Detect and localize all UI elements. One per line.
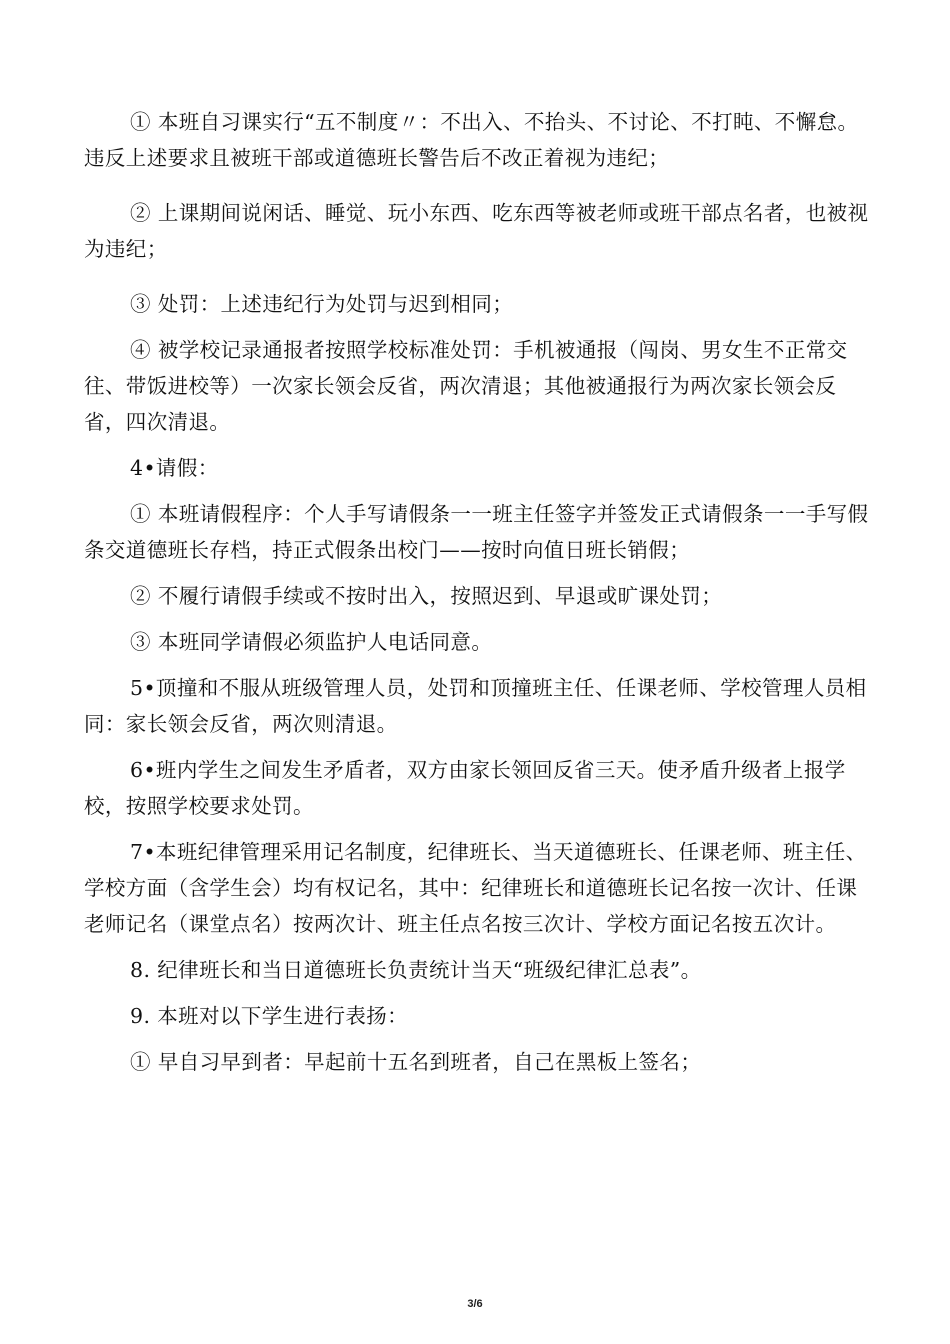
paragraph-rule-6: 6•班内学生之间发生矛盾者，双方由家长领回反省三天。使矛盾升级者上报学校，按照学校要求处罚。	[84, 758, 846, 818]
paragraph-rule-7: 7•本班纪律管理采用记名制度，纪律班长、当天道德班长、任课老师、班主任、学校方面（含学生会）均有权记名，其中：纪律班长和道德班长记名按一次计、任课老师记名（课堂点名）按两次计、班主任点名按三次计、学校方面记名按五次计。	[84, 840, 867, 936]
paragraph-leave-violation: ② 不履行请假手续或不按时出入，按照迟到、早退或旷课处罚；	[130, 584, 723, 608]
paragraph-punishment: ③ 处罚：上述违纪行为处罚与迟到相同；	[130, 292, 514, 316]
document-body	[84, 104, 870, 1080]
paragraph-self-study-rules: ① 本班自习课实行“五不制度〃：不出入、不抬头、不讨论、不打盹、不懈怠。违反上述要求且被班干部或道德班长警告后不改正着视为违纪；	[84, 110, 859, 170]
paragraph-class-talking: ② 上课期间说闲话、睡觉、玩小东西、吃东西等被老师或班干部点名者，也被视为违纪；	[84, 201, 869, 261]
section-heading-leave: 4•请假：	[130, 456, 219, 480]
paragraph-rule-8: 8. 纪律班长和当日道德班长负责统计当天“班级纪律汇总表”。	[130, 958, 702, 982]
paragraph-praise-early: ① 早自习早到者：早起前十五名到班者，自己在黑板上签名；	[130, 1050, 702, 1074]
paragraph-leave-procedure: ① 本班请假程序：个人手写请假条一一班主任签字并签发正式请假条一一手写假条交道德班长存档，持正式假条出校门——按时向值日班长销假；	[84, 502, 869, 562]
paragraph-leave-guardian: ③ 本班同学请假必须监护人电话同意。	[130, 630, 493, 654]
paragraph-rule-5: 5•顶撞和不服从班级管理人员，处罚和顶撞班主任、任课老师、学校管理人员相同：家长领会反省，两次则清退。	[84, 676, 867, 736]
paragraph-school-report: ④ 被学校记录通报者按照学校标准处罚：手机被通报（闯岗、男女生不正常交往、带饭进校等）一次家长领会反省，两次清退；其他被通报行为两次家长领会反省，四次清退。	[84, 338, 848, 434]
paragraph-rule-9: 9. 本班对以下学生进行表扬：	[130, 1004, 409, 1028]
page-number: 3/6	[467, 1298, 483, 1310]
